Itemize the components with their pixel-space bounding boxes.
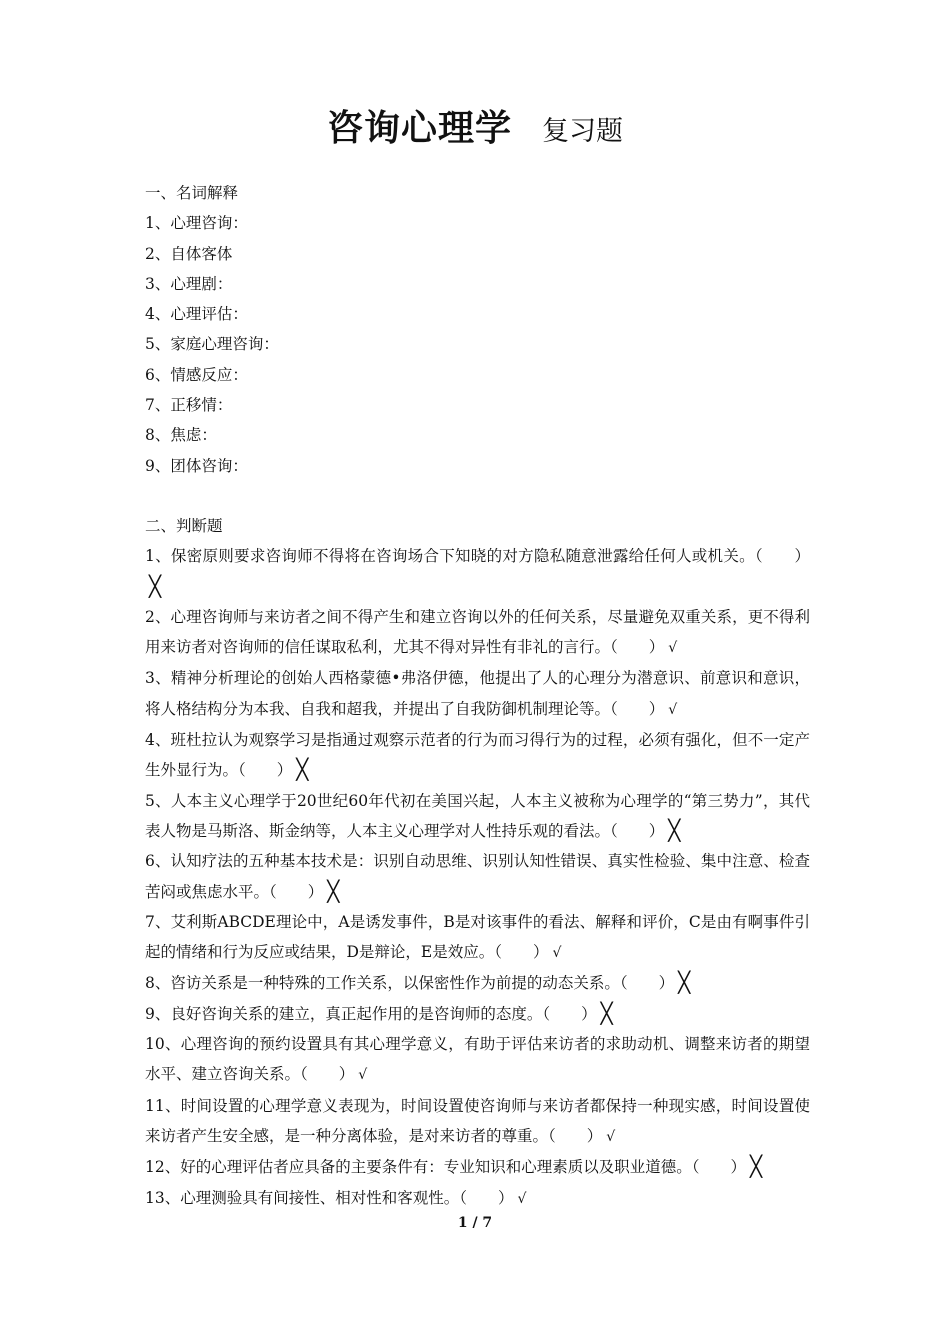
answer-mark-x: ╳ xyxy=(600,1000,613,1025)
question-item xyxy=(145,725,810,786)
title-main: 咨询心理学 xyxy=(326,108,512,149)
page-number: 1 / 7 xyxy=(457,1215,493,1231)
question-text: 11、时间设置的心理学意义表现为，时间设置使咨询师与来访者都保持一种现实感，时间设置使来访者产生安全感，是一种分离体验，是对来访者的尊重。（ ） xyxy=(145,1096,810,1145)
question-text: 13、心理测验具有间接性、相对性和客观性。（ ） xyxy=(145,1188,514,1207)
question-text: 7、艾利斯ABCDE理论中，A是诱发事件，B是对该事件的看法、解释和评价，C是由有啊事件引起的情绪和行为反应或结果，D是辩论，E是效应。（ ） xyxy=(145,912,810,962)
question-item xyxy=(145,1152,810,1182)
question-item xyxy=(145,1029,810,1091)
question-text: 4、班杜拉认为观察学习是指通过观察示范者的行为而习得行为的过程，必须有强化，但不一定产生外显行为。（ ） xyxy=(145,731,810,780)
question-item xyxy=(145,846,810,907)
question-item xyxy=(145,907,810,969)
question-item xyxy=(145,968,810,998)
term-item: 3、心理剧： xyxy=(145,274,233,293)
section-spacer xyxy=(145,481,810,511)
term-item: 7、正移情： xyxy=(145,396,233,415)
question-text: 9、良好咨询关系的建立，真正起作用的是咨询师的态度。（ ） xyxy=(145,1004,597,1023)
answer-mark-check: √ xyxy=(668,640,678,657)
term-item: 9、团体咨询： xyxy=(145,456,248,475)
answer-mark-x: ╳ xyxy=(149,573,162,598)
question-text: 5、人本主义心理学于20世纪60年代初在美国兴起，人本主义被称为心理学的“第三势力”，其代表人物是马斯洛、斯金纳等，人本主义心理学对人性持乐观的看法。（ ） xyxy=(145,791,810,840)
question-item xyxy=(145,602,810,664)
question-item xyxy=(145,541,810,602)
question-text: 2、心理咨询师与来访者之间不得产生和建立咨询以外的任何关系，尽量避免双重关系，更不得利用来访者对咨询师的信任谋取私利，尤其不得对异性有非礼的言行。（ ） xyxy=(145,607,810,657)
answer-mark-x: ╳ xyxy=(678,970,691,995)
question-item xyxy=(145,1183,810,1214)
question-item xyxy=(145,786,810,847)
section-heading-terms: 一、名词解释 xyxy=(145,184,239,202)
answer-mark-x: ╳ xyxy=(296,757,309,782)
answer-mark-check: √ xyxy=(358,1067,368,1084)
answer-mark-x: ╳ xyxy=(327,878,340,903)
answer-mark-check: √ xyxy=(552,945,562,962)
term-item: 1、心理咨询： xyxy=(145,214,248,233)
answer-mark-check: √ xyxy=(517,1190,527,1207)
question-item xyxy=(145,1091,810,1153)
term-item: 5、家庭心理咨询： xyxy=(145,335,279,354)
answer-mark-x: ╳ xyxy=(668,817,681,842)
answer-mark-check: √ xyxy=(668,701,678,718)
document-body xyxy=(145,178,810,1214)
page-title xyxy=(0,100,950,151)
question-text: 1、保密原则要求咨询师不得将在咨询场合下知晓的对方隐私随意泄露给任何人或机关。（ ） xyxy=(145,547,810,566)
question-text: 6、认知疗法的五种基本技术是：识别自动思维、识别认知性错误、真实性检验、集中注意、检查苦闷或焦虑水平。（ ） xyxy=(145,852,810,901)
question-text: 12、好的心理评估者应具备的主要条件有：专业知识和心理素质以及职业道德。（ ） xyxy=(145,1158,746,1177)
title-sub: 复习题 xyxy=(542,116,623,147)
term-item: 4、心理评估： xyxy=(145,305,248,324)
term-item: 6、情感反应： xyxy=(145,365,248,384)
question-item xyxy=(145,999,810,1029)
answer-mark-check: √ xyxy=(606,1128,616,1145)
answer-mark-x: ╳ xyxy=(749,1154,763,1179)
question-text: 3、精神分析理论的创始人西格蒙德•弗洛伊德，他提出了人的心理分为潜意识、前意识和意识，将人格结构分为本我、自我和超我，并提出了自我防御机制理论等。（ ） xyxy=(145,669,810,718)
term-item: 2、自体客体 xyxy=(145,244,233,263)
term-item: 8、焦虑： xyxy=(145,426,217,445)
question-text: 10、心理咨询的预约设置具有其心理学意义，有助于评估来访者的求助动机、调整来访者的期望水平、建立咨询关系。（ ） xyxy=(145,1035,810,1084)
section-heading-truefalse: 二、判断题 xyxy=(145,516,223,535)
question-item xyxy=(145,663,810,725)
question-text: 8、咨访关系是一种特殊的工作关系，以保密性作为前提的动态关系。（ ） xyxy=(145,974,675,993)
